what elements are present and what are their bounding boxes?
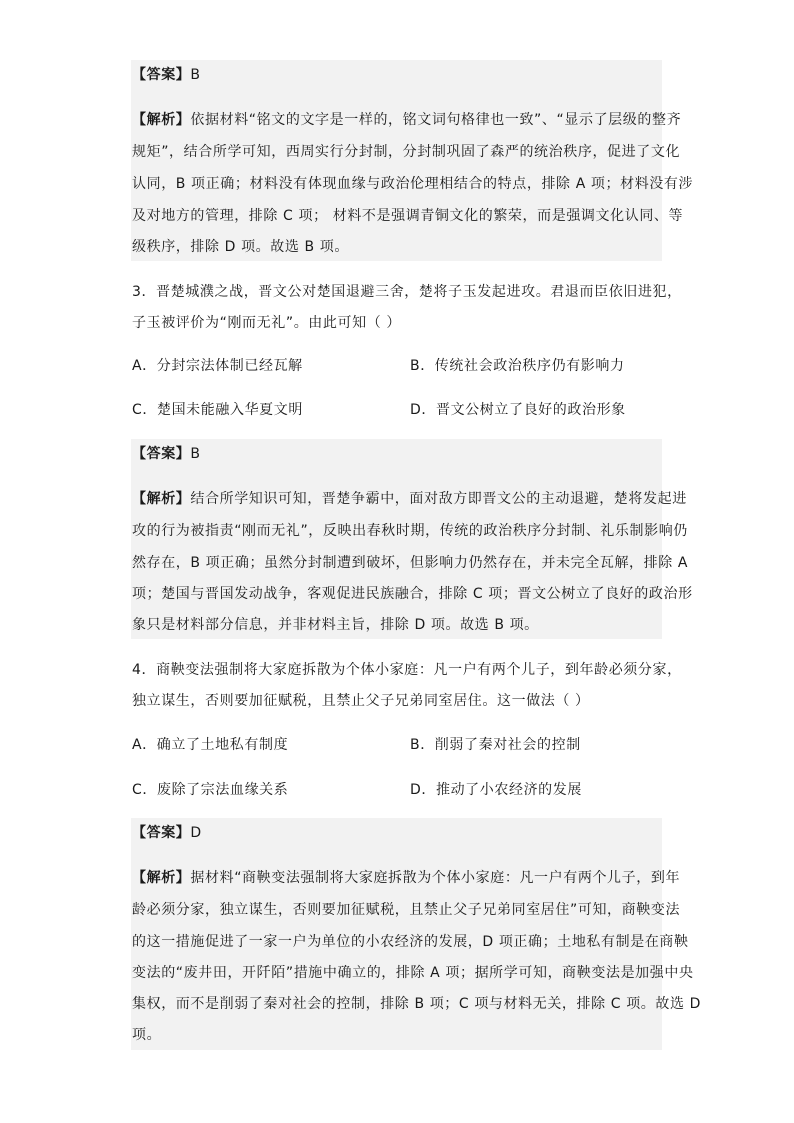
analysis-line: 集权，而不是削弱了秦对社会的控制，排除 B 项；C 项与材料无关，排除 C 项。故选 D: [132, 996, 702, 1012]
analysis-text: 据材料“商鞅变法强制将大家庭拆散为个体小家庭：凡一户有两个儿子，到年: [190, 870, 681, 886]
analysis-text: 结合所学知识可知，晋楚争霸中，面对敌方即晋文公的主动退避，楚将发起进: [190, 491, 687, 507]
answer-tag: 【答案】: [132, 825, 191, 841]
question-4-option-b: B．削弱了秦对社会的控制: [410, 737, 581, 753]
analysis-text: 依据材料“铭文的文字是一样的，铭文词句格律也一致”、“显示了层级的整齐: [190, 112, 682, 128]
question-3-stem: 3．晋楚城濮之战，晋文公对楚国退避三舍，楚将子玉发起进攻。君退而臣依旧进犯，: [132, 284, 682, 300]
question-4-option-a: A．确立了土地私有制度: [132, 737, 289, 753]
analysis-line: 及对地方的管理，排除 C 项； 材料不是强调青铜文化的繁荣，而是强调文化认同、等: [132, 208, 684, 224]
analysis-line: [132, 868, 680, 888]
answer-value: B: [190, 446, 201, 462]
answer-tag: 【答案】: [132, 67, 191, 83]
analysis-line: 项。: [132, 1027, 162, 1043]
analysis-line: 规矩”，结合所学可知，西周实行分封制，分封制巩固了森严的统治秩序，促进了文化: [132, 144, 681, 160]
answer-line: [132, 823, 202, 843]
analysis-line: 项；楚国与晋国发动战争，客观促进民族融合，排除 C 项；晋文公树立了良好的政治形: [132, 586, 693, 602]
question-3-option-a: A．分封宗法体制已经瓦解: [132, 358, 303, 374]
analysis-tag: 【解析】: [132, 870, 191, 886]
question-3-option-c: C．楚国未能融入华夏文明: [132, 402, 303, 418]
analysis-line: 龄必须分家，独立谋生，否则要加征赋税，且禁止父子兄弟同室居住”可知，商鞅变法: [132, 902, 681, 918]
question-3-stem: 子玉被评价为“刚而无礼”。由此可知（ ）: [132, 315, 401, 331]
analysis-line: 级秩序，排除 D 项。故选 B 项。: [132, 239, 349, 255]
question-4-option-d: D．推动了小农经济的发展: [410, 782, 582, 798]
question-4-stem: 独立谋生，否则要加征赋税，且禁止父子兄弟同室居住。这一做法（ ）: [132, 693, 590, 709]
question-4-stem: 4．商鞅变法强制将大家庭拆散为个体小家庭：凡一户有两个儿子，到年龄必须分家，: [132, 662, 682, 678]
answer-line: [132, 444, 201, 464]
analysis-line: [132, 110, 681, 130]
analysis-tag: 【解析】: [132, 491, 191, 507]
answer-tag: 【答案】: [132, 446, 191, 462]
question-3-option-b: B．传统社会政治秩序仍有影响力: [410, 358, 625, 374]
analysis-line: 攻的行为被指责“刚而无礼”，反映出春秋时期，传统的政治秩序分封制、礼乐制影响仍: [132, 523, 688, 539]
answer-line: [132, 65, 201, 85]
analysis-line: 变法的“废井田，开阡陌”措施中确立的，排除 A 项；据所学可知，商鞅变法是加强中央: [132, 965, 694, 981]
analysis-line: 然存在，B 项正确；虽然分封制遭到破坏，但影响力仍然存在，并未完全瓦解，排除 A: [132, 555, 689, 571]
analysis-line: 象只是材料部分信息，并非材料主旨，排除 D 项。故选 B 项。: [132, 617, 539, 633]
analysis-tag: 【解析】: [132, 112, 191, 128]
analysis-line: 认同，B 项正确；材料没有体现血缘与政治伦理相结合的特点，排除 A 项；材料没有涉: [132, 176, 694, 192]
answer-value: B: [190, 67, 201, 83]
question-3-option-d: D．晋文公树立了良好的政治形象: [410, 402, 626, 418]
analysis-line: 的这一措施促进了一家一户为单位的小农经济的发展，D 项正确；土地私有制是在商鞅: [132, 934, 689, 950]
answer-value: D: [190, 825, 202, 841]
analysis-line: [132, 489, 687, 509]
question-4-option-c: C．废除了宗法血缘关系: [132, 782, 289, 798]
